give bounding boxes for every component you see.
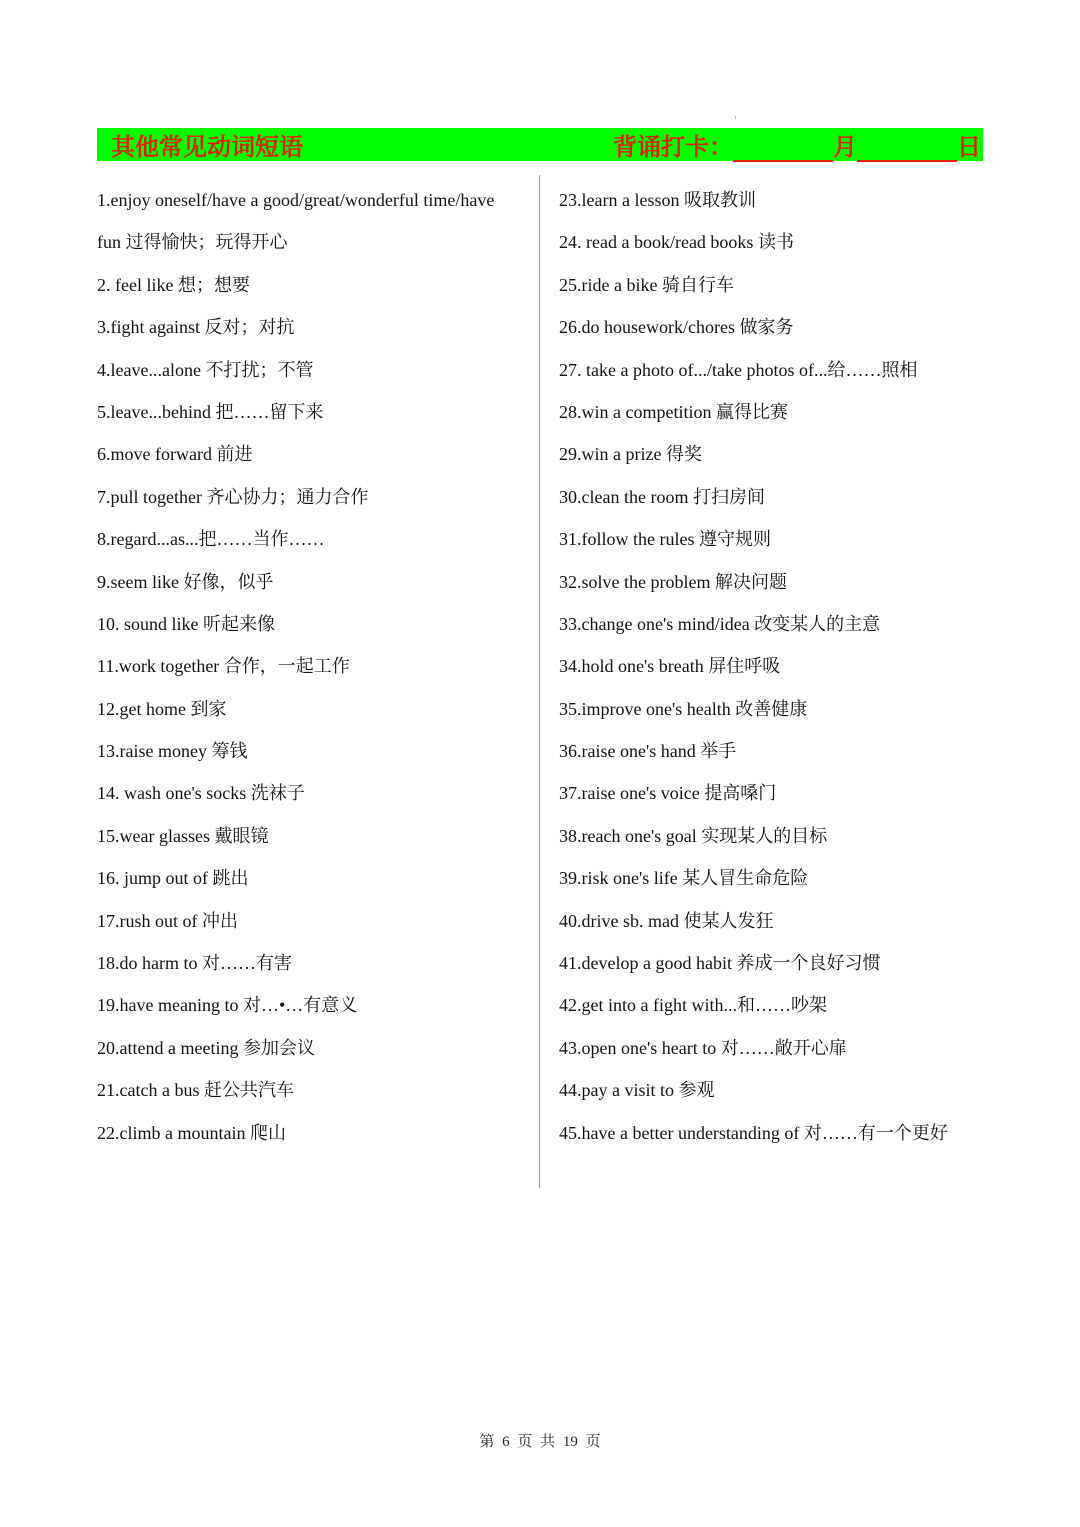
column-divider — [539, 175, 540, 1188]
section-header — [97, 128, 983, 161]
left-phrase-column — [97, 179, 529, 1154]
phrase-item: 37.raise one's voice 提高嗓门 — [559, 783, 777, 804]
phrase-item: 24. read a book/read books 读书 — [559, 232, 794, 253]
phrase-item: 12.get home 到家 — [97, 698, 227, 719]
phrase-item: 16. jump out of 跳出 — [97, 868, 249, 889]
phrase-item: 3.fight against 反对；对抗 — [97, 317, 295, 338]
phrase-item: 30.clean the room 打扫房间 — [559, 486, 765, 507]
phrase-item: 18.do harm to 对……有害 — [97, 953, 292, 974]
phrase-item: 40.drive sb. mad 使某人发狂 — [559, 910, 774, 931]
day-label: 日 — [957, 135, 981, 161]
phrase-item: 10. sound like 听起来像 — [97, 613, 275, 634]
phrase-item: 44.pay a visit to 参观 — [559, 1080, 715, 1101]
checkin-label: 背诵打卡： — [613, 135, 733, 161]
scan-mark — [735, 116, 736, 119]
phrase-item: 38.reach one's goal 实现某人的目标 — [559, 825, 828, 846]
phrase-item: 33.change one's mind/idea 改变某人的主意 — [559, 613, 881, 634]
phrase-item: 7.pull together 齐心协力；通力合作 — [97, 486, 369, 507]
phrase-item: 28.win a competition 赢得比赛 — [559, 401, 788, 422]
phrase-item: 9.seem like 好像，似乎 — [97, 571, 274, 592]
phrase-item: 14. wash one's socks 洗袜子 — [97, 783, 305, 804]
phrase-item: 23.learn a lesson 吸取教训 — [559, 190, 756, 210]
page-number: 第 6 页 共 19 页 — [479, 1434, 601, 1450]
phrase-item: 41.develop a good habit 养成一个良好习惯 — [559, 953, 881, 974]
phrase-item: 39.risk one's life 某人冒生命危险 — [559, 868, 809, 889]
right-phrase-column — [559, 179, 989, 1154]
phrase-item: 29.win a prize 得奖 — [559, 444, 702, 465]
phrase-item: 11.work together 合作，一起工作 — [97, 656, 350, 677]
phrase-item: 20.attend a meeting 参加会议 — [97, 1037, 315, 1058]
phrase-item: 22.climb a mountain 爬山 — [97, 1122, 286, 1143]
phrase-item: 5.leave...behind 把……留下来 — [97, 401, 324, 422]
phrase-item: 26.do housework/chores 做家务 — [559, 317, 794, 338]
phrase-item: 32.solve the problem 解决问题 — [559, 571, 787, 592]
phrase-item: 42.get into a fight with...和……吵架 — [559, 995, 827, 1016]
phrase-item: 31.follow the rules 遵守规则 — [559, 529, 771, 550]
phrase-item: 34.hold one's breath 屏住呼吸 — [559, 656, 781, 677]
phrase-item: 21.catch a bus 赶公共汽车 — [97, 1080, 294, 1101]
checkin-area — [613, 127, 981, 162]
phrase-item: 17.rush out of 冲出 — [97, 910, 238, 931]
phrase-item: 6.move forward 前进 — [97, 444, 253, 465]
phrase-item: 45.have a better understanding of 对……有一个更好 — [559, 1122, 948, 1143]
day-blank — [857, 136, 957, 162]
phrase-item: 25.ride a bike 骑自行车 — [559, 274, 734, 295]
phrase-item: 2. feel like 想；想要 — [97, 274, 250, 295]
phrase-item: 1.enjoy oneself/have a good/great/wonderful time/have — [97, 190, 495, 210]
phrase-item: 35.improve one's health 改善健康 — [559, 698, 808, 719]
phrase-item: 27. take a photo of.../take photos of...给……照相 — [559, 359, 918, 380]
phrase-item: 15.wear glasses 戴眼镜 — [97, 825, 269, 846]
month-blank — [733, 136, 833, 162]
phrase-item: 4.leave...alone 不打扰；不管 — [97, 359, 314, 380]
section-title: 其他常见动词短语 — [111, 135, 303, 161]
month-label: 月 — [833, 135, 857, 161]
phrase-item: fun 过得愉快；玩得开心 — [97, 232, 288, 253]
phrase-item: 13.raise money 筹钱 — [97, 741, 248, 762]
phrase-item: 19.have meaning to 对…•…有意义 — [97, 995, 358, 1016]
phrase-item: 43.open one's heart to 对……敞开心扉 — [559, 1037, 847, 1058]
phrase-item: 8.regard...as...把……当作…… — [97, 529, 325, 550]
phrase-item: 36.raise one's hand 举手 — [559, 741, 737, 762]
